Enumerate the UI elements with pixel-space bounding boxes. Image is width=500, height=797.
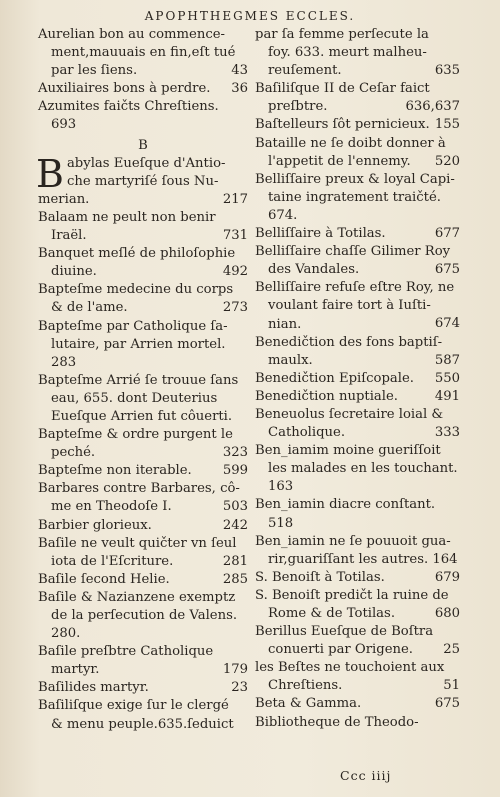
section-letter: B [138, 137, 148, 153]
index-entry [38, 372, 248, 426]
index-entry [255, 80, 460, 116]
index-entry [255, 225, 460, 243]
entry-line: Bapteſme par Catholique ſa- [38, 318, 228, 334]
page-reference: 285 [222, 571, 248, 587]
entry-line: Baſile preſbtre Catholique [38, 644, 214, 660]
index-entry [38, 462, 248, 480]
entry-line: rir,guariſſant les autres. 164 [268, 551, 458, 567]
entry-line: Belliſſaire preux & loyal Capi- [255, 171, 455, 187]
entry-line: Azumites faičts Chreſtiens. [38, 99, 219, 115]
entry-line: Aurelian bon au commence- [38, 27, 226, 42]
entry-line: Ben_iamin ne ſe pouuoit gua- [255, 533, 451, 549]
entry-line: preſbtre. [268, 99, 328, 115]
entry-line: Baſiliſque exige ſur le clergé [38, 698, 229, 714]
page-reference: 635 [434, 63, 460, 78]
index-column-left [38, 26, 248, 734]
index-entry [255, 171, 460, 225]
drop-cap: B [36, 151, 64, 196]
entry-line: Baſilides martyr. [38, 680, 149, 696]
entry-line: merian. [38, 191, 90, 207]
index-entry [255, 116, 460, 134]
index-entry [38, 517, 248, 535]
page-reference: 23 [231, 680, 248, 696]
entry-line: Barbares contre Barbares, cô- [38, 481, 240, 497]
entry-line: lutaire, par Arrien mortel. [51, 336, 226, 352]
entry-line: & menu peuple.635.ſeduict [51, 716, 234, 732]
entry-line: foy. 633. meurt malheu- [268, 45, 427, 61]
page-reference: 674 [434, 316, 460, 332]
entry-line: Ben_iamim moine gueriſſoit [255, 443, 441, 459]
entry-line: diuine. [51, 264, 97, 280]
page-reference: 25 [443, 642, 460, 658]
index-entry [38, 697, 248, 733]
page-reference: 677 [434, 226, 460, 242]
entry-line: 518 [268, 515, 294, 531]
page-reference: 491 [434, 388, 460, 404]
index-entry [255, 587, 460, 623]
entry-line: & de l'ame. [51, 300, 128, 316]
page-reference: 43 [231, 63, 248, 78]
page-reference: 550 [434, 370, 460, 386]
entry-line: conuerti par Origene. [268, 642, 413, 658]
index-entry [38, 281, 248, 317]
signature-mark: Ccc iiij [340, 768, 392, 783]
entry-line: taine ingratement traičté. [268, 189, 441, 205]
page-reference: 675 [434, 262, 460, 278]
entry-line: Benedičtion Epiſcopale. [255, 370, 414, 386]
index-entry [38, 679, 248, 697]
index-entry [255, 243, 460, 279]
running-header: APOPHTHEGMES ECCLES. [144, 9, 356, 23]
entry-line: ment,mauuais en fin,eſt tué [51, 45, 236, 61]
page-reference: 587 [434, 352, 460, 368]
entry-line: Beneuolus ſecretaire loial & [255, 406, 444, 422]
entry-line: Baſile ne veult quičter vn ſeul [38, 535, 237, 551]
page-reference: 680 [434, 605, 460, 621]
page-reference: 679 [434, 569, 460, 585]
entry-line: l'appetit de l'ennemy. [268, 153, 411, 169]
entry-line: Auxiliaires bons à perdre. [38, 81, 211, 97]
page-reference: 179 [222, 662, 248, 678]
page-reference: 242 [222, 517, 248, 533]
entry-line: Bibliotheque de Theodo- [255, 714, 419, 730]
entry-line: les malades en les touchant. [268, 461, 458, 477]
index-entry [255, 569, 460, 587]
index-entry [255, 623, 460, 659]
entry-line: Eueſque Arrien fut côuerti. [51, 408, 233, 424]
entry-line: de la perſecution de Valens. [51, 608, 238, 623]
page-reference: 503 [222, 499, 248, 515]
entry-line: Bataille ne ſe doibt donner à [255, 135, 446, 151]
entry-line: Belliſſaire à Totilas. [255, 226, 386, 242]
entry-line: Chreſtiens. [268, 678, 343, 694]
entry-line: par ſa femme perſecute la [255, 27, 429, 42]
index-entry [38, 245, 248, 281]
index-entry [255, 388, 460, 406]
page-reference: 155 [434, 117, 460, 133]
page-reference: 636,637 [405, 99, 460, 115]
index-entry [38, 589, 248, 643]
page-reference: 599 [222, 463, 248, 479]
entry-line: 280. [51, 626, 81, 642]
index-entry [38, 98, 248, 134]
entry-line: 283 [51, 354, 77, 370]
entry-line: peché. [51, 445, 96, 461]
entry-line: iota de l'Eſcriture. [51, 553, 174, 569]
entry-line: reuſement. [268, 63, 342, 79]
index-column-right [255, 26, 460, 732]
entry-line: S. Benoiſt predičt la ruine de [255, 587, 449, 603]
index-entry [38, 426, 248, 462]
index-entry [38, 209, 248, 245]
entry-line: Catholique. [268, 425, 346, 441]
entry-line: Rome & de Totilas. [268, 606, 396, 621]
index-entry [38, 643, 248, 679]
entry-line: 163 [268, 479, 294, 495]
entry-line: Bapteſme medecine du corps [38, 282, 234, 298]
page-reference: 51 [443, 678, 460, 694]
entry-line: Belliſſaire chaſſe Gilimer Roy [255, 244, 451, 260]
index-entry [255, 695, 460, 713]
entry-line: eau, 655. dont Deuterius [51, 390, 218, 406]
entry-line: Berillus Eueſque de Boſtra [255, 624, 434, 640]
page-reference: 731 [222, 227, 248, 243]
entry-line: me en Theodoſe I. [51, 499, 172, 515]
index-entry [38, 535, 248, 571]
entry-line: Banquet meſlé de philoſophie [38, 246, 236, 262]
entry-line: Baſtelleurs ſôt pernicieux. [255, 117, 430, 133]
entry-line: abylas Eueſque d'Antio- [66, 155, 226, 171]
index-entry [255, 714, 460, 732]
page-reference: 492 [222, 264, 248, 280]
index-entry [255, 496, 460, 532]
index-entry [255, 26, 460, 80]
entry-line: des Vandales. [268, 262, 360, 278]
entry-line: Iraël. [51, 228, 87, 244]
entry-line: Baſile & Nazianzene exemptz [38, 589, 236, 605]
page-reference: 36 [231, 81, 248, 97]
entry-line: Belliſſaire refuſe eſtre Roy, ne [255, 280, 455, 296]
index-entry [38, 571, 248, 589]
entry-line: 674. [268, 207, 298, 223]
entry-line: Baſile ſecond Helie. [38, 571, 170, 587]
entry-line: par les ſiens. [51, 63, 138, 79]
index-entry [38, 80, 248, 98]
page-reference: 675 [434, 696, 460, 712]
entry-line: Bapteſme Arrié ſe trouue ſans [38, 372, 239, 388]
entry-line: che martyriſé ſous Nu- [66, 173, 219, 189]
entry-line: voulant faire tort à Iuſti- [268, 298, 431, 314]
page-reference: 273 [222, 300, 248, 316]
entry-line: Ben_iamin diacre conſtant. [255, 497, 436, 513]
index-entry [255, 659, 460, 695]
index-entry [36, 151, 248, 209]
page-reference: 323 [222, 445, 248, 461]
entry-line: Baſiliſque II de Ceſar faict [255, 81, 430, 97]
index-entry [255, 442, 460, 496]
index-entry [38, 26, 248, 80]
page-reference: 217 [222, 191, 248, 207]
entry-line: Barbier glorieux. [38, 517, 152, 533]
index-entry [255, 406, 460, 442]
page-reference: 333 [434, 424, 460, 440]
index-entry [255, 370, 460, 388]
entry-line: 693 [51, 117, 77, 133]
page-reference: 520 [434, 153, 460, 169]
entry-line: les Beſtes ne touchoient aux [255, 660, 445, 676]
index-entry [255, 135, 460, 171]
entry-line: Benedičtion nuptiale. [255, 388, 399, 404]
entry-line: nian. [268, 316, 302, 332]
entry-line: martyr. [51, 662, 100, 678]
index-entry [255, 279, 460, 333]
entry-line: maulx. [268, 352, 313, 368]
entry-line: Bapteſme & ordre purgent le [38, 427, 233, 443]
index-entry [38, 480, 248, 516]
entry-line: Benedičtion des fons baptiſ- [255, 334, 443, 350]
index-entry [255, 533, 460, 569]
entry-line: Bapteſme non iterable. [38, 463, 192, 479]
index-entry [38, 318, 248, 372]
page-reference: 281 [222, 553, 248, 569]
entry-line: S. Benoiſt à Totilas. [255, 569, 385, 585]
index-entry [255, 334, 460, 370]
entry-line: Beta & Gamma. [255, 696, 362, 712]
entry-line: Balaam ne peult non benir [38, 209, 216, 225]
